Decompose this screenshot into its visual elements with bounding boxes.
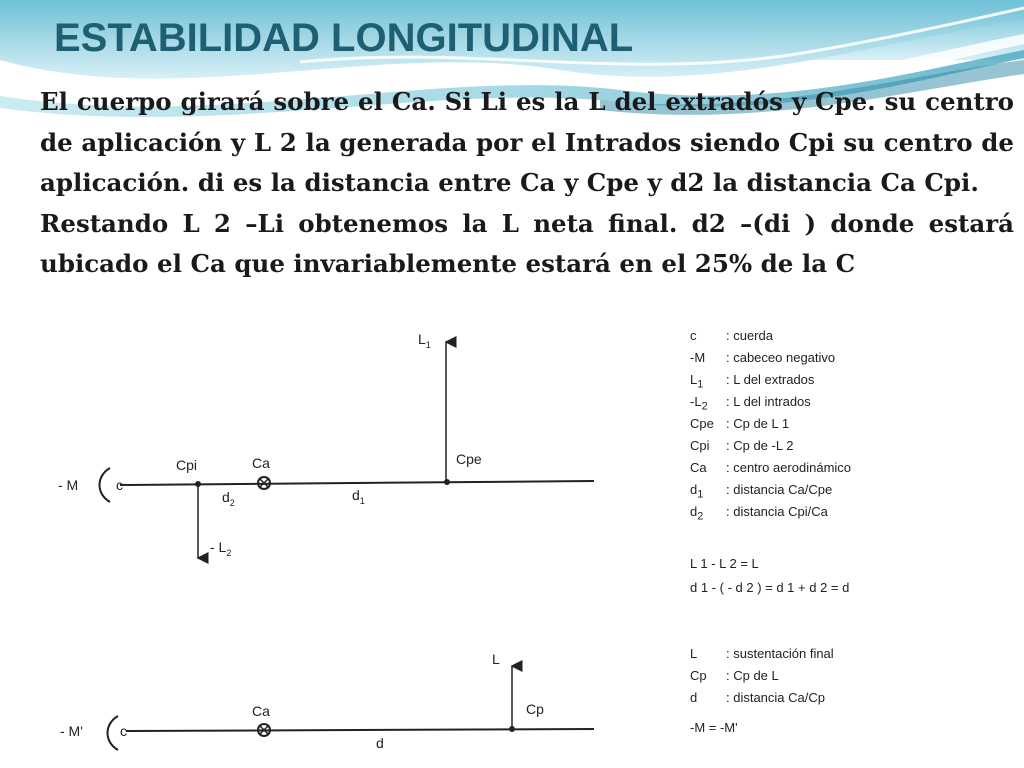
moment-label-bottom: - M' [60, 723, 83, 739]
legend-symbol: $d_1$ [690, 482, 704, 501]
legend-description: : distancia Ca/Cpe [726, 482, 833, 497]
legend-symbol: c [690, 328, 697, 343]
chord-line-top [120, 481, 594, 485]
legend-description: : distancia Cpi/Ca [726, 504, 828, 519]
body-text [40, 82, 1014, 285]
paragraph-1: El cuerpo girará sobre el Ca. Si Li es la L del extradós y Cpe. su centro de aplicación y L 2 la generada por el Intrados siendo Cpi su centro de aplicación. di es la distancia entre Ca y Cpe y d2 la distancia Ca Cpi. [40, 87, 1014, 197]
equation-distance: d 1 - ( - d 2 ) = d 1 + d 2 = d [690, 580, 850, 595]
legend-symbol: $L_1$ [690, 372, 704, 391]
top-diagram [58, 331, 594, 558]
d2-label: $d_2$ [222, 489, 235, 508]
chord-label-bottom: c [120, 723, 127, 739]
bottom-diagram [60, 651, 594, 751]
moment-arc-top [100, 468, 111, 502]
legend-description: : sustentación final [726, 646, 834, 661]
legend-symbol: Cpe [690, 416, 714, 431]
chord-line-bottom [126, 729, 594, 731]
legend-symbol: L [690, 646, 698, 661]
cpi-label: Cpi [176, 457, 198, 473]
legend-description: : Cp de L [726, 668, 779, 683]
legend-symbol: Cpi [690, 438, 710, 453]
legend-description: : cabeceo negativo [726, 350, 836, 365]
l1-label: $L_1$ [418, 331, 431, 350]
legend-symbol: $d_2$ [690, 504, 704, 523]
legend-description: : centro aerodinámico [726, 460, 852, 475]
legend-description: : L del extrados [726, 372, 815, 387]
slide-title: ESTABILIDAD LONGITUDINAL [54, 16, 634, 60]
legend-description: : cuerda [726, 328, 773, 343]
d-label: d [376, 735, 384, 751]
moment-label-top: - M [58, 477, 79, 493]
legend-description: : distancia Ca/Cp [726, 690, 825, 705]
legend-symbol: Ca [690, 460, 707, 475]
ca-label-bottom: Ca [252, 703, 270, 719]
paragraph-2: Restando L 2 –Li obtenemos la L neta final. d2 –(di ) donde estará ubicado el Ca que invariablemente estará en el 25% de la C [40, 208, 1014, 278]
legend-description: : Cp de -L 2 [726, 438, 794, 453]
moment-arc-bottom [108, 716, 119, 750]
ca-label-top: Ca [252, 455, 270, 471]
legend-symbol: -M [690, 350, 706, 365]
cpe-point [444, 479, 450, 485]
equation-lift: L 1 - L 2 = L [690, 556, 759, 571]
cpe-label: Cpe [456, 451, 482, 467]
d1-label: $d_1$ [352, 487, 365, 506]
legend-description: : L del intrados [726, 394, 811, 409]
legend-symbol: Cp [690, 668, 707, 683]
equation-moment: -M = -M' [690, 720, 738, 735]
l-label: L [492, 651, 500, 667]
chord-label-top: c [116, 477, 123, 493]
legend-description: : Cp de L 1 [726, 416, 790, 431]
legend-symbol: $-L_2$ [690, 394, 708, 413]
cp-label: Cp [526, 701, 544, 717]
l2-label: - $L_2$ [210, 539, 232, 558]
legend-symbol: d [690, 690, 698, 705]
